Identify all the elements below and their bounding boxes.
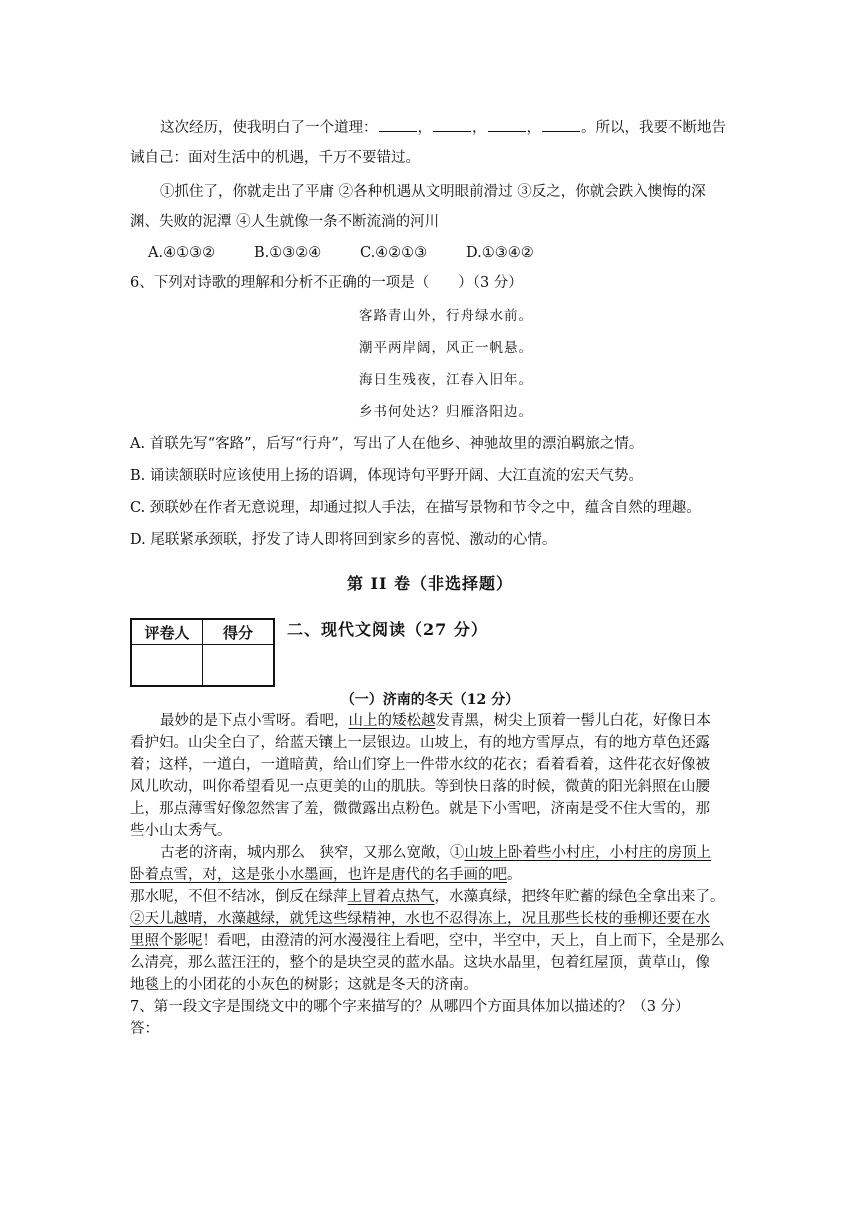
passage-p3-l4: 么清亮，那么蓝汪汪的，整个的是块空灵的蓝水晶。这块水晶里，包着红屋顶，黄草山，像 xyxy=(130,955,710,971)
q5-option-a[interactable]: A.④①③② xyxy=(148,245,216,261)
q6-option-a[interactable]: A. 首联先写“客路”，后写“行舟”，写出了人在他乡、神驰故里的漂泊羁旅之情。 xyxy=(130,436,644,452)
q5-option-d[interactable]: D.①③④② xyxy=(466,245,534,261)
grader-header: 评卷人 xyxy=(131,619,203,645)
score-table xyxy=(130,618,275,687)
blank-3[interactable] xyxy=(488,118,526,132)
passage-p3-l1: 那水呢，不但不结冰，倒反在绿萍上冒着点热气，水藻真绿，把终年贮蓄的绿色全拿出来了。 xyxy=(130,889,725,905)
underlined-sentence-1-cont: 卧着点雪，对，这是张小水墨画，也许是唐代的名手画的吧 xyxy=(130,867,507,883)
blank-2[interactable] xyxy=(433,118,471,132)
q5-line1: 这次经历，使我明白了一个道理： ， ， ， 。所以，我要不断地告 xyxy=(160,120,726,136)
passage-p1-l3: 着；这样，一道白，一道暗黄，给山们穿上一件带水纹的花衣；看着看着，这件花衣好像被 xyxy=(130,757,710,773)
q5-line4: 渊、失败的泥潭 ④人生就像一条不断流淌的河川 xyxy=(130,214,440,230)
passage-p3-l3: 里照个影呢！看吧，由澄清的河水漫漫往上看吧，空中，半空中，天上，自上而下，全是那么 xyxy=(130,933,725,949)
q5-options xyxy=(148,243,534,263)
underlined-sentence-2: ②天儿越晴，水藻越绿，就凭这些绿精神，水也不忍得冻上，况且那些长枝的垂柳还要在水 xyxy=(130,911,710,927)
passage-p2-l1: 古老的济南，城内那么 狭窄，又那么宽敞，①山坡上卧着些小村庄，小村庄的房顶上 xyxy=(160,845,711,861)
passage-p1-l4: 风儿吹动，叫你希望看见一点更美的山的肌肤。等到快日落的时候，微黄的阳光斜照在山腰 xyxy=(130,779,710,795)
poem-line-4: 乡书何处达？归雁洛阳边。 xyxy=(359,404,533,420)
passage-subtitle: （一）济南的冬天（12 分） xyxy=(340,692,520,708)
passage-p1-l2: 看护妇。山尖全白了，给蓝天镶上一层银边。山坡上，有的地方雪厚点，有的地方草色还露 xyxy=(130,735,710,751)
score-cell[interactable] xyxy=(203,645,275,687)
passage-p2-l2: 卧着点雪，对，这是张小水墨画，也许是唐代的名手画的吧。 xyxy=(130,867,522,883)
q6-stem: 6、下列对诗歌的理解和分析不正确的一项是（ ）（3 分） xyxy=(130,275,523,291)
passage-p3-l5: 地毯上的小团花的小灰色的树影；这就是冬天的济南。 xyxy=(130,977,478,993)
underlined-sentence-2-cont: 里照个影呢 xyxy=(130,933,203,949)
score-header: 得分 xyxy=(203,619,275,645)
q5-line2: 诫自己：面对生活中的机遇，千万不要错过。 xyxy=(130,150,420,166)
blank-1[interactable] xyxy=(379,118,417,132)
underlined-phrase-2: 上冒着点热气 xyxy=(347,889,435,905)
q5-line3: ①抓住了，你就走出了平庸 ②各种机遇从文明眼前滑过 ③反之，你就会跌入懊悔的深 xyxy=(160,184,706,200)
q7-stem: 7、第一段文字是围绕文中的哪个字来描写的？从哪四个方面具体加以描述的？（3 分） xyxy=(130,999,690,1015)
passage-p1-l1: 最妙的是下点小雪呀。看吧，山上的矮松越发青黑，树尖上顶着一髻儿白花，好像日本 xyxy=(160,713,711,729)
q5-option-c[interactable]: C.④②①③ xyxy=(360,245,428,261)
poem-line-2: 潮平两岸阔，风正一帆悬。 xyxy=(359,340,533,356)
grader-cell[interactable] xyxy=(131,645,203,687)
blank-4[interactable] xyxy=(542,118,580,132)
underlined-phrase: 山上的矮松越 xyxy=(348,713,436,729)
underlined-sentence-1: 山坡上卧着些小村庄，小村庄的房顶上 xyxy=(464,845,711,861)
q7-answer-label[interactable]: 答： xyxy=(130,1021,159,1037)
passage-p1-l6: 些小山太秀气。 xyxy=(130,823,232,839)
q5-option-b[interactable]: B.①③②④ xyxy=(254,245,322,261)
part2-title: 第 II 卷（非选择题） xyxy=(346,574,514,593)
poem-line-1: 客路青山外，行舟绿水前。 xyxy=(359,308,533,324)
q6-option-b[interactable]: B. 诵读颔联时应该使用上扬的语调，体现诗句平野开阔、大江直流的宏天气势。 xyxy=(130,468,643,484)
q6-option-d[interactable]: D. 尾联紧承颈联，抒发了诗人即将回到家乡的喜悦、激动的心情。 xyxy=(130,532,557,548)
passage-p1-l5: 上，那点薄雪好像忽然害了羞，微微露出点粉色。就是下小雪吧，济南是受不住大雪的，那 xyxy=(130,801,710,817)
q6-option-c[interactable]: C. 颈联妙在作者无意说理，却通过拟人手法，在描写景物和节令之中，蕴含自然的理趣。 xyxy=(130,500,701,516)
passage-p3-l2 xyxy=(130,909,710,929)
section-title: 二、现代文阅读（27 分） xyxy=(287,620,488,639)
poem-line-3: 海日生残夜，江春入旧年。 xyxy=(359,372,533,388)
